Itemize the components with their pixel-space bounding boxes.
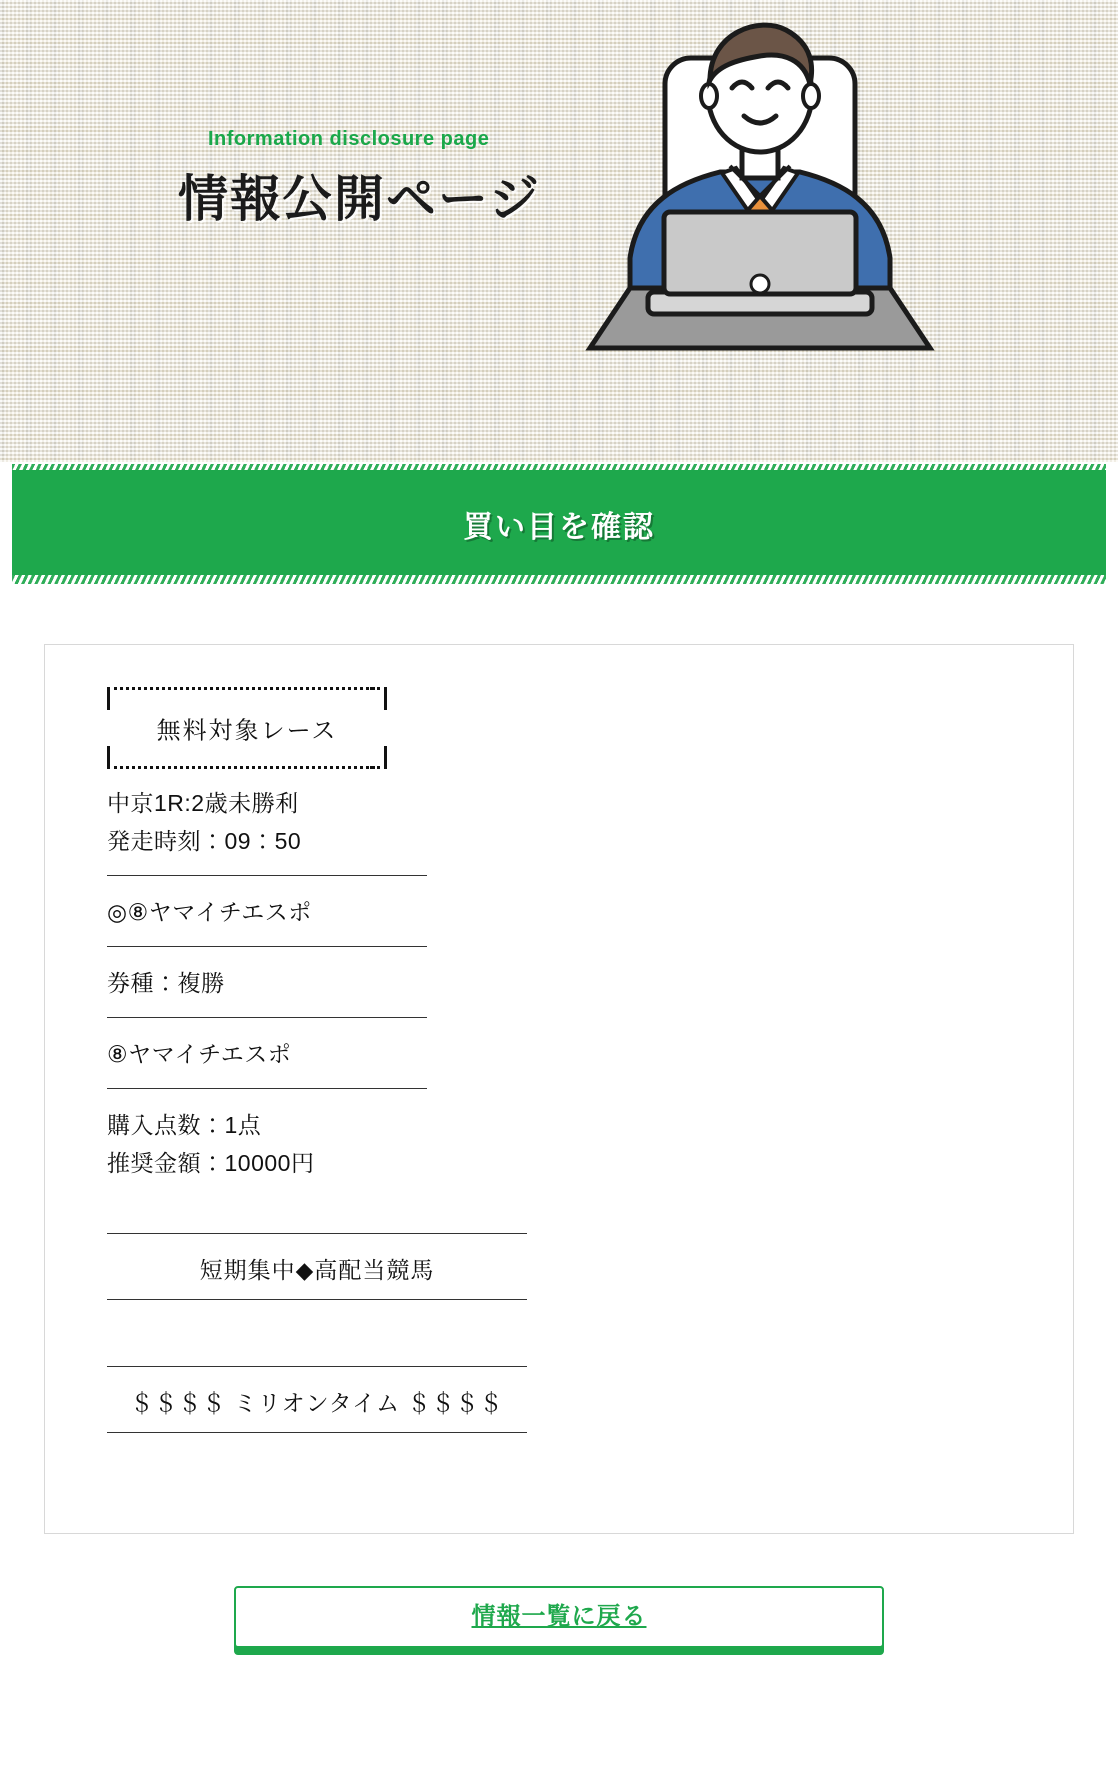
hero-header bbox=[0, 0, 1118, 462]
post-time: 発走時刻：09：50 bbox=[107, 827, 302, 854]
bracket-top-left bbox=[107, 687, 375, 710]
promo-note-2: ＄＄＄＄ ミリオンタイム ＄＄＄＄ bbox=[130, 1389, 504, 1416]
divider-3 bbox=[107, 1017, 427, 1018]
free-race-label-text: 無料対象レース bbox=[156, 717, 338, 745]
bracket-bottom-left bbox=[107, 746, 375, 769]
info-card-inner bbox=[75, 687, 1043, 1433]
content-area bbox=[0, 584, 1118, 1534]
banner-title: 買い目を確認 bbox=[463, 511, 655, 544]
bracket-bottom-right bbox=[370, 746, 387, 769]
horse-number: ⑧ヤマイチエスポ bbox=[107, 1040, 292, 1067]
purchase-points: 購入点数：1点 bbox=[107, 1111, 262, 1138]
spacer-2 bbox=[107, 1318, 1043, 1352]
hero-eyebrow: Information disclosure page bbox=[208, 128, 490, 150]
purchase-block bbox=[107, 1107, 1043, 1183]
divider-4 bbox=[107, 1088, 427, 1089]
divider-2 bbox=[107, 946, 427, 947]
bracket-top-right bbox=[370, 687, 387, 710]
section-banner bbox=[0, 464, 1118, 584]
promo-note-1: 短期集中◆高配当競馬 bbox=[199, 1256, 435, 1283]
footer-actions bbox=[0, 1534, 1118, 1708]
divider-6 bbox=[107, 1299, 527, 1300]
back-to-list-button[interactable]: 情報一覧に戻る bbox=[234, 1586, 884, 1648]
banner-body bbox=[12, 470, 1106, 578]
main-pick: ◎⑧ヤマイチエスポ bbox=[107, 898, 312, 925]
free-race-label bbox=[107, 687, 387, 769]
info-card bbox=[44, 644, 1074, 1534]
page-title: 情報公開ページ bbox=[178, 171, 541, 227]
banner-stripe-bottom bbox=[12, 575, 1106, 584]
businessman-at-laptop-illustration bbox=[560, 0, 960, 396]
race-info-block bbox=[107, 785, 1043, 861]
divider-1 bbox=[107, 875, 427, 876]
divider-7 bbox=[107, 1366, 527, 1367]
divider-5 bbox=[107, 1233, 527, 1234]
divider-8 bbox=[107, 1432, 527, 1433]
recommended-amount: 推奨金額：10000円 bbox=[107, 1149, 315, 1176]
ticket-type: 券種：複勝 bbox=[107, 969, 225, 996]
spacer-1 bbox=[107, 1185, 1043, 1219]
race-name: 中京1R:2歳未勝利 bbox=[107, 790, 299, 816]
